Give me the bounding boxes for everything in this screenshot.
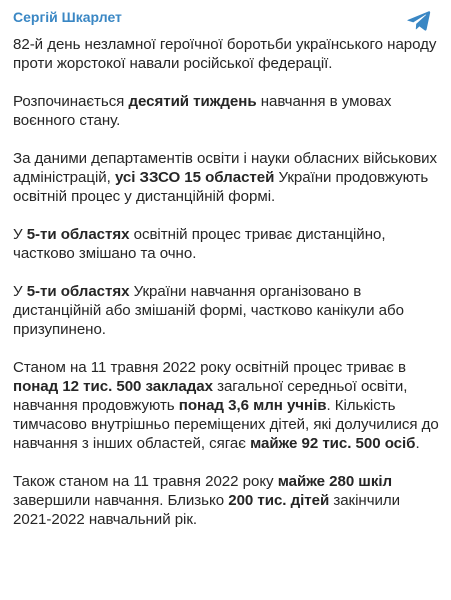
channel-name[interactable]: Сергій Шкарлет — [13, 9, 122, 25]
text-segment: . Кількість тимчасово внутрішньо переміщених дітей, які долучилися до навчання з інших областей, сягає — [13, 397, 439, 452]
post-header — [13, 9, 441, 35]
text-segment: Станом на 11 травня 2022 року освітній процес триває в — [13, 359, 406, 376]
telegram-icon[interactable] — [407, 10, 431, 32]
bold-text: понад 12 тис. 500 закладах — [13, 378, 213, 395]
paragraph-1 — [13, 35, 441, 73]
bold-text: усі ЗЗСО 15 областей — [114, 169, 275, 186]
text-segment: України навчання організовано в дистанційній або змішаній формі, частково канікули або призупинено. — [13, 283, 404, 338]
bold-text: 200 тис. дітей — [228, 492, 330, 509]
bold-text: 5-ти областях — [26, 283, 130, 300]
bold-text: понад 3,6 млн учнів — [178, 397, 327, 414]
text-segment: У — [13, 283, 27, 300]
text-segment: України продовжують освітній процес у дистанційній формі. — [13, 169, 429, 205]
text-segment: . — [415, 435, 420, 452]
text-segment: За даними департаментів освіти і науки обласних військових адміністрацій, — [13, 150, 438, 186]
text-segment: закінчили 2021-2022 навчальний рік. — [13, 492, 401, 528]
paragraph-2 — [13, 92, 441, 130]
paragraph-7 — [13, 472, 441, 529]
text-segment: 82-й день незламної героїчної боротьби українського народу проти жорстокої навали російської федерації. — [13, 36, 437, 72]
bold-text: майже 280 шкіл — [277, 473, 393, 490]
bold-text: майже 92 тис. 500 осіб — [250, 435, 416, 452]
text-segment: Також станом на 11 травня 2022 року — [13, 473, 278, 490]
paragraph-6 — [13, 358, 441, 453]
paragraph-3 — [13, 149, 441, 206]
text-segment: Розпочинається — [13, 93, 129, 110]
bold-text: 5-ти областях — [26, 226, 130, 243]
paragraph-5 — [13, 282, 441, 339]
bold-text: десятий тиждень — [128, 93, 257, 110]
text-segment: У — [13, 226, 27, 243]
text-segment: навчання в умовах воєнного стану. — [13, 93, 392, 129]
paragraph-4 — [13, 225, 441, 263]
text-segment: освітній процес триває дистанційно, частково змішано та очно. — [13, 226, 386, 262]
post-text — [13, 35, 441, 529]
text-segment: завершили навчання. Близько — [13, 492, 229, 509]
text-segment: загальної середньої освіти, навчання продовжують — [13, 378, 408, 414]
